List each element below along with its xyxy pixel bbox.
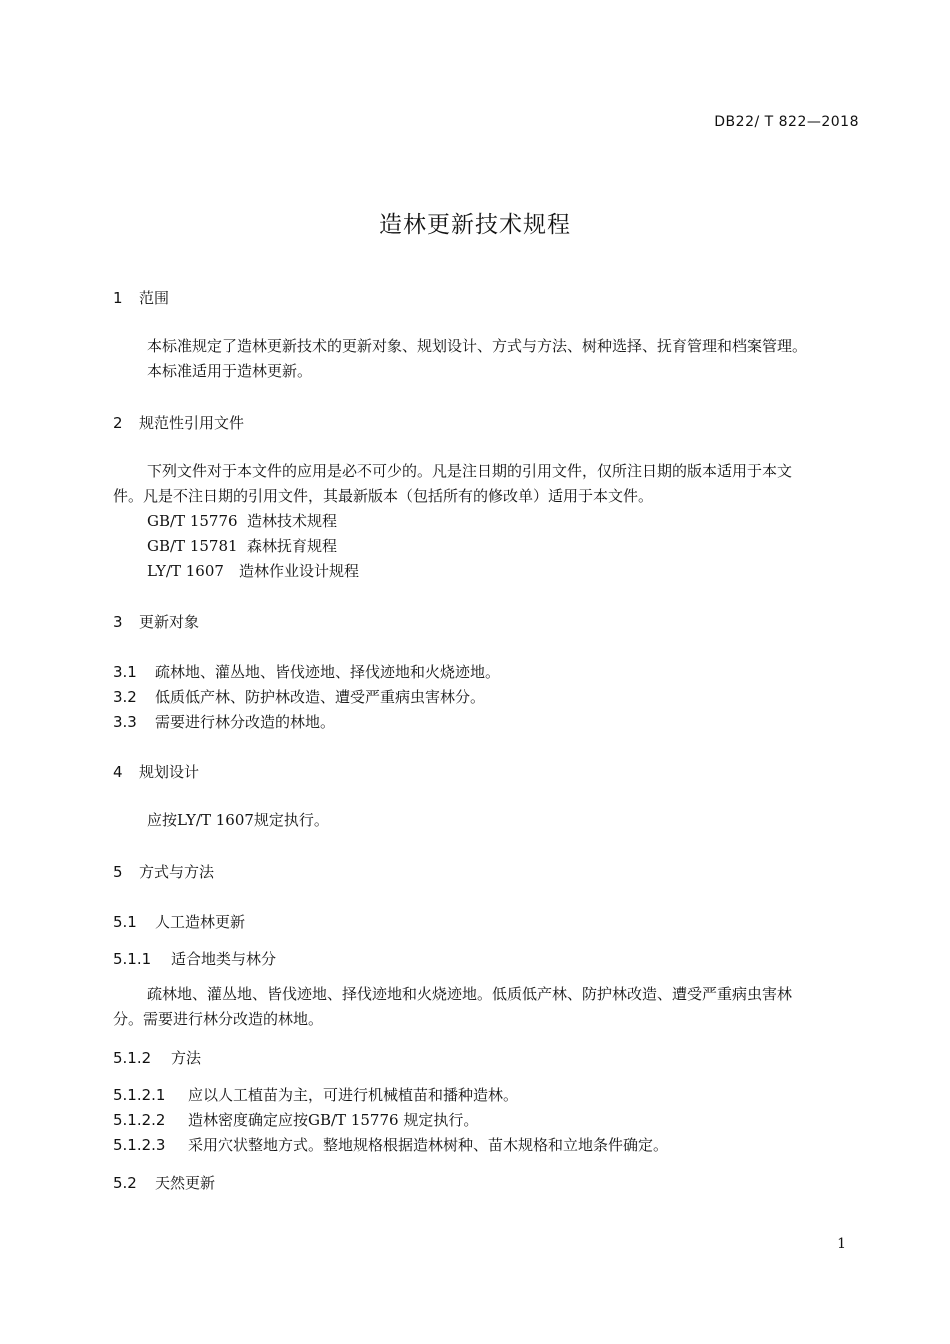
section-4-heading — [113, 761, 199, 782]
clause-text: 采用穴状整地方式。整地规格根据造林树种、苗木规格和立地条件确定。 — [188, 1136, 669, 1154]
clause-number: 3.2 — [113, 688, 137, 706]
section-title: 范围 — [139, 289, 170, 307]
section-number: 1 — [113, 289, 123, 307]
subsection-5-1-1-paragraph-line-1: 疏林地、灌丛地、皆伐迹地、择伐迹地和火烧迹地。低质低产林、防护林改造、遭受严重病虫害林 — [147, 985, 793, 1003]
section-number: 3 — [113, 613, 123, 631]
subsection-title: 适合地类与林分 — [171, 950, 277, 968]
section-title: 规范性引用文件 — [139, 414, 245, 432]
clause-item — [113, 661, 500, 682]
clause-item — [113, 686, 485, 707]
reference-item — [147, 559, 359, 584]
clause-number: 5.1.2.1 — [113, 1086, 166, 1104]
section-2-paragraph-line-1: 下列文件对于本文件的应用是必不可少的。凡是注日期的引用文件，仅所注日期的版本适用于本文 — [147, 462, 793, 480]
section-number: 2 — [113, 414, 123, 432]
reference-title: 造林作业设计规程 — [239, 562, 360, 580]
clause-item — [113, 711, 335, 732]
section-1-heading — [113, 287, 169, 308]
section-title: 更新对象 — [139, 613, 200, 631]
section-1-paragraph-1: 本标准规定了造林更新技术的更新对象、规划设计、方式与方法、树种选择、抚育管理和档案管理。 — [147, 337, 808, 355]
clause-text: 造林密度确定应按GB/T 15776 规定执行。 — [188, 1111, 479, 1129]
section-title: 方式与方法 — [139, 863, 215, 881]
subsection-number: 5.2 — [113, 1174, 137, 1192]
page-number: 1 — [837, 1236, 846, 1252]
clause-text: 低质低产林、防护林改造、遭受严重病虫害林分。 — [155, 688, 486, 706]
clause-item — [113, 1134, 668, 1155]
subsection-title: 方法 — [171, 1049, 202, 1067]
section-2-heading — [113, 412, 244, 433]
reference-title: 森林抚育规程 — [247, 537, 338, 555]
reference-code: GB/T 15776 — [147, 512, 238, 530]
clause-number: 3.3 — [113, 713, 137, 731]
subsection-number: 5.1.2 — [113, 1049, 152, 1067]
clause-text: 应以人工植苗为主，可进行机械植苗和播种造林。 — [188, 1086, 519, 1104]
section-5-heading — [113, 861, 214, 882]
clause-item — [113, 1109, 478, 1130]
section-2-paragraph-line-2: 件。凡是不注日期的引用文件，其最新版本（包括所有的修改单）适用于本文件。 — [113, 487, 654, 505]
section-4-paragraph: 应按LY/T 1607规定执行。 — [147, 811, 329, 829]
clause-text: 需要进行林分改造的林地。 — [155, 713, 336, 731]
subsection-number: 5.1.1 — [113, 950, 152, 968]
subsection-number: 5.1 — [113, 913, 137, 931]
subsection-5-1-1-paragraph-line-2: 分。需要进行林分改造的林地。 — [113, 1010, 324, 1028]
subsection-title: 人工造林更新 — [155, 913, 246, 931]
section-1-paragraph-2: 本标准适用于造林更新。 — [147, 362, 313, 380]
section-3-heading — [113, 611, 199, 632]
section-title: 规划设计 — [139, 763, 200, 781]
clause-number: 3.1 — [113, 663, 137, 681]
section-number: 4 — [113, 763, 123, 781]
reference-title: 造林技术规程 — [247, 512, 338, 530]
reference-item — [147, 509, 337, 534]
section-number: 5 — [113, 863, 123, 881]
subsection-title: 天然更新 — [155, 1174, 216, 1192]
clause-number: 5.1.2.2 — [113, 1111, 166, 1129]
document-title: 造林更新技术规程 — [379, 212, 571, 238]
reference-code: GB/T 15781 — [147, 537, 238, 555]
reference-item — [147, 534, 337, 559]
subsection-5-1-1-heading — [113, 948, 276, 969]
reference-code: LY/T 1607 — [147, 562, 224, 580]
clause-number: 5.1.2.3 — [113, 1136, 166, 1154]
clause-item — [113, 1084, 518, 1105]
clause-text: 疏林地、灌丛地、皆伐迹地、择伐迹地和火烧迹地。 — [155, 663, 501, 681]
subsection-5-1-heading — [113, 911, 245, 932]
subsection-5-2-heading — [113, 1172, 215, 1193]
standard-number: DB22/ T 822—2018 — [714, 114, 859, 130]
subsection-5-1-2-heading — [113, 1047, 201, 1068]
